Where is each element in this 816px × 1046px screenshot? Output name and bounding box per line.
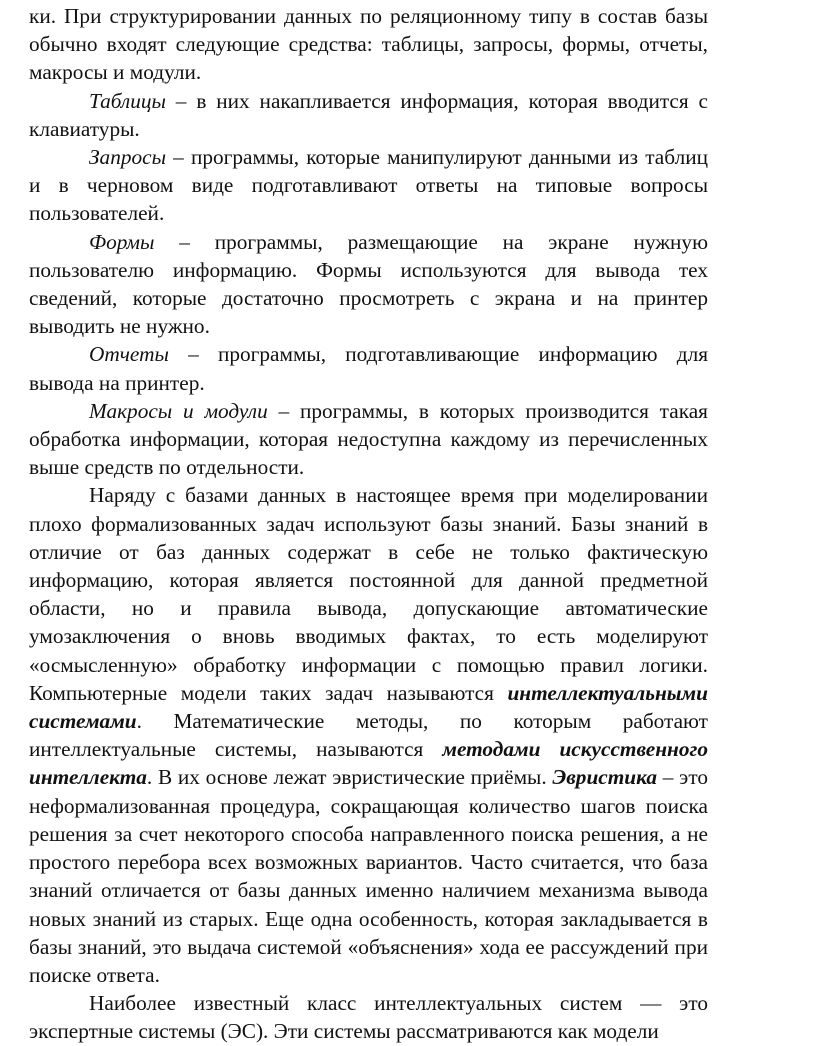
- document-page: [29, 2, 708, 1046]
- term-forms: Формы: [89, 229, 155, 254]
- paragraph-text: . Математические методы, по которым работают интеллектуальные системы, называются: [29, 709, 708, 762]
- term-reports: Отчеты: [89, 342, 169, 367]
- paragraph-queries: [29, 143, 708, 228]
- paragraph-text: – программы, размещающие на экране нужную пользователю информацию. Формы используются для вывода тех сведений, которые достаточно просмотреть с экрана и на принтер выводить не нужно.: [29, 229, 708, 339]
- paragraph-tables: [29, 87, 708, 143]
- paragraph-forms: [29, 228, 708, 341]
- paragraph-reports: [29, 340, 708, 396]
- paragraph-text: Наряду с базами данных в настоящее время при моделировании плохо формализованных задач используют базы знаний. Базы знаний в отличие от баз данных содержат в себе не только фактическую информацию, которая является постоянной для данной предметной области, но и правила вывода, допускающие автоматические умозаключения о вновь вводимых фактах, то есть моделируют «осмысленную» обработку информации с помощью правил логики. Компьютерные модели таких задач называются: [29, 483, 708, 705]
- paragraph-knowledge-bases: [29, 481, 708, 989]
- paragraph-text: ки. При структурировании данных по реляционному типу в состав базы обычно входят следующие средства: таблицы, запросы, формы, отчеты, макросы и модули.: [29, 4, 708, 85]
- paragraph-intro: [29, 2, 708, 87]
- paragraph-macros: [29, 397, 708, 482]
- term-queries: Запросы: [89, 145, 167, 170]
- key-term-intelligent-systems: интеллектуальными системами: [29, 680, 708, 734]
- key-term-ai-methods: методами искусственного интеллекта: [29, 737, 708, 790]
- key-term-heuristics: Эвристика: [552, 765, 658, 790]
- paragraph-text: – программы, которые манипулируют данными из таблиц и в черновом виде подготавливают ответы на типовые вопросы пользователей.: [29, 145, 708, 226]
- paragraph-text: . В их основе лежат эвристические приёмы.: [146, 765, 553, 790]
- paragraph-text: – программы, в которых производится такая обработка информации, которая недоступна каждому из перечисленных выше средств по отдельности.: [29, 398, 708, 480]
- paragraph-text: – программы, подготавливающие информацию для вывода на принтер.: [29, 342, 708, 395]
- term-macros-modules: Макросы и модули: [89, 398, 268, 423]
- paragraph-expert-systems: [29, 989, 708, 1045]
- paragraph-text: – в них накапливается информация, которая вводится с клавиатуры.: [29, 88, 708, 141]
- paragraph-text: – это неформализованная процедура, сокращающая количество шагов поиска решения за счет некоторого способа направленного поиска решения, а не простого перебора всех возможных вариантов. Часто считается, что база знаний отличается от базы данных именно наличием механизма вывода новых знаний из старых. Еще одна особенность, которая закладывается в базы знаний, это выдача системой «объяснения» хода ее рассуждений при поиске ответа.: [29, 765, 708, 987]
- paragraph-text: Наиболее известный класс интеллектуальных систем — это экспертные системы (ЭС). Эти системы рассматриваются как модели: [29, 991, 708, 1044]
- term-tables: Таблицы: [89, 88, 166, 113]
